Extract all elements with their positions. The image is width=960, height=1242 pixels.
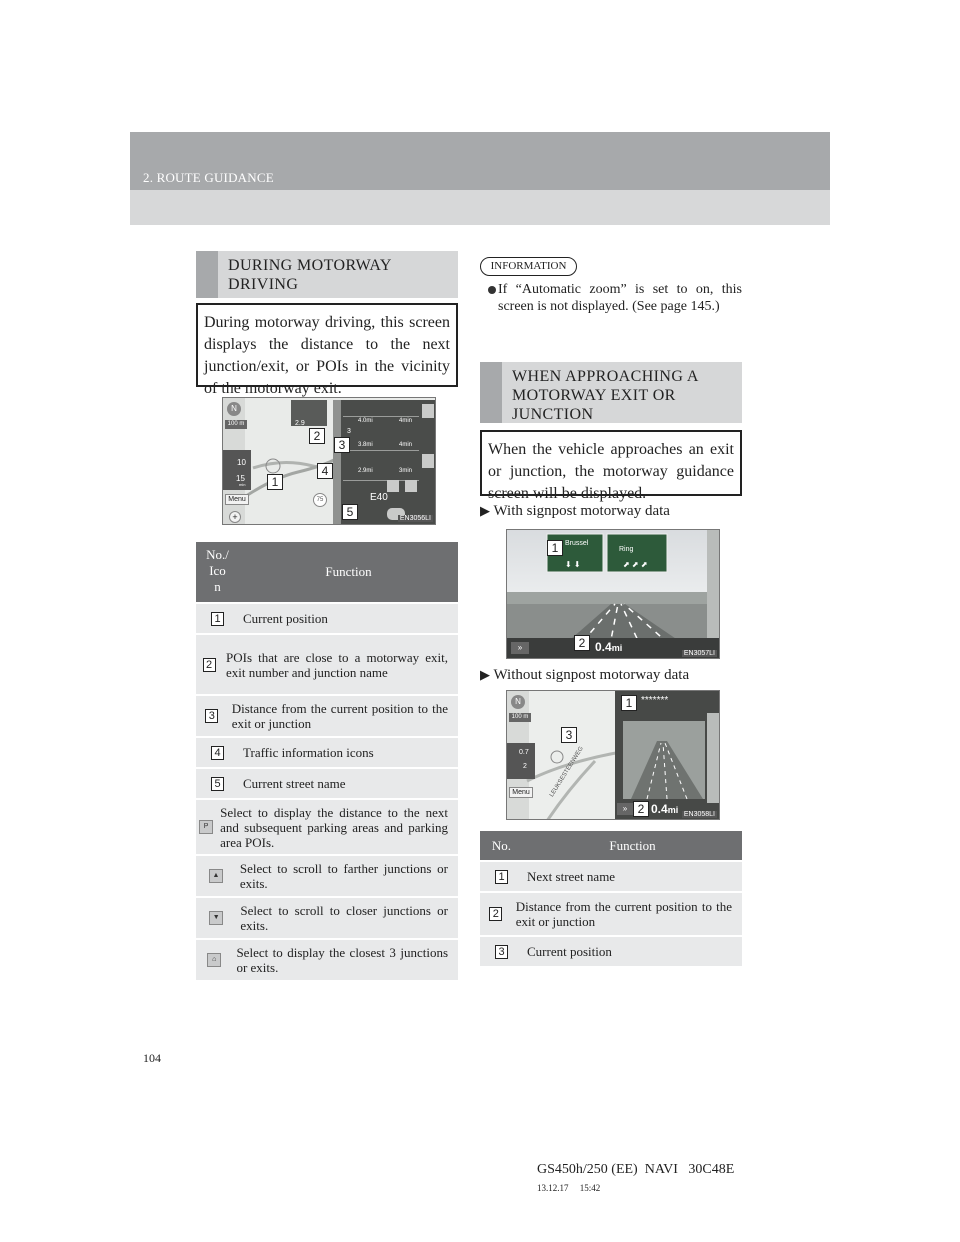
heading-during-motorway <box>196 251 458 298</box>
arrow-down-icon: ⬇ ⬇ <box>565 560 581 569</box>
callout-4: 4 <box>317 463 333 479</box>
callout-2: 2 <box>309 428 325 444</box>
scroll-down-icon: ▼ <box>209 911 223 925</box>
model-code: GS450h/250 (EE) NAVI 30C48E <box>537 1162 735 1177</box>
traffic-time-2: 15 <box>236 474 245 483</box>
row-number: 2 <box>203 658 216 672</box>
table-row <box>196 896 458 938</box>
sign-left-text: Brussel <box>565 540 589 547</box>
traffic-time-unit: min <box>239 482 246 487</box>
distance-value: 0.4 <box>595 640 612 654</box>
parking-icon: P <box>199 820 213 834</box>
without-signpost-text: Without signpost motorway data <box>493 667 690 683</box>
signpost-guidance-screen <box>506 529 720 659</box>
table-row <box>480 891 742 935</box>
list-row-3-dist: 2.9mi <box>358 468 373 474</box>
col-header-no: No./ Ico n <box>206 547 229 594</box>
callout-3: 3 <box>334 437 350 453</box>
table-header <box>480 831 742 860</box>
heading-approaching-exit <box>480 362 742 423</box>
heading-bar <box>480 362 502 423</box>
road-badge: 75 <box>313 493 327 507</box>
page-number: 104 <box>143 1051 161 1065</box>
table-row <box>196 938 458 980</box>
scale-label: 100 m <box>509 713 531 722</box>
row-text: Current position <box>243 611 328 626</box>
row-text: POIs that are close to a motorway exit, exit number and junction name <box>226 649 448 680</box>
callout-1: 1 <box>267 474 283 490</box>
motorway-driving-screen <box>222 397 436 525</box>
arrow-right-icon: ▶ <box>480 503 490 518</box>
row-text: Select to scroll to closer junctions or exits. <box>240 903 448 933</box>
menu-button[interactable]: Menu <box>509 787 533 798</box>
compass-icon[interactable]: N <box>511 695 525 709</box>
poi-number-label: 3 <box>347 428 351 435</box>
header-subband <box>130 190 830 225</box>
with-signpost-caption <box>480 503 670 520</box>
current-street-name: E40 <box>370 492 388 503</box>
section-title: 2. ROUTE GUIDANCE <box>143 170 274 185</box>
table-row <box>196 694 458 736</box>
screen-code: EN3057LI <box>683 650 715 657</box>
right-function-table <box>480 831 742 966</box>
list-row-2-time: 4min <box>399 442 413 448</box>
information-text: If “Automatic zoom” is set to on, this screen is not displayed. (See page 145.) <box>498 282 742 314</box>
distance-value: 0.4 <box>651 802 668 816</box>
row-number: 2 <box>489 907 502 921</box>
table-row <box>196 736 458 767</box>
closest-junctions-icon: ⌂ <box>207 953 221 967</box>
collapse-button[interactable]: » <box>511 642 529 654</box>
arrow-right-icon: ▶ <box>480 667 490 682</box>
scroll-up-icon: ▲ <box>209 869 223 883</box>
row-text: Select to display the distance to the next and subsequent parking areas and parking area POIs. <box>220 804 448 850</box>
information-tag: INFORMATION <box>480 257 577 276</box>
table-header <box>196 542 458 602</box>
bullet-icon <box>488 286 496 294</box>
row-text: Distance from the current position to the exit or junction <box>231 701 448 731</box>
row-text: Select to scroll to farther junctions or exits. <box>239 861 448 891</box>
traffic-time-1: 0.7 <box>519 749 529 756</box>
row-number: 4 <box>211 746 224 760</box>
row-number: 3 <box>495 945 508 959</box>
distance-unit: mi <box>667 805 679 815</box>
no-signpost-road-graphic <box>507 691 720 820</box>
without-signpost-caption <box>480 667 689 684</box>
traffic-time-panel <box>223 450 251 490</box>
table-row <box>196 798 458 854</box>
row-text: Next street name <box>527 869 616 884</box>
row-number: 3 <box>205 709 218 723</box>
table-row <box>196 854 458 896</box>
scale-label: 100 m <box>225 420 247 429</box>
table-row <box>196 602 458 633</box>
row-text: Traffic information icons <box>243 745 374 760</box>
list-row-1-time: 4min <box>399 418 413 424</box>
zoom-in-button[interactable]: + <box>229 511 241 523</box>
next-street-name: ******* <box>641 695 669 706</box>
with-signpost-text: With signpost motorway data <box>493 503 670 519</box>
distance-readout <box>651 802 678 816</box>
print-date: 13.12.17 15:42 <box>537 1183 601 1193</box>
callout-5: 5 <box>342 504 358 520</box>
row-text: Distance from the current position to the exit or junction <box>515 899 732 929</box>
street-vertical-label: LEUKSESTEENWEG <box>549 745 585 799</box>
col-header-function: Function <box>609 838 656 853</box>
no-signpost-guidance-screen <box>506 690 720 820</box>
screen-code: EN3058LI <box>683 811 715 818</box>
col-header-function: Function <box>325 564 372 579</box>
callout-2: 2 <box>574 635 590 651</box>
callout-2: 2 <box>633 801 649 817</box>
traffic-time-panel <box>507 743 535 779</box>
callout-3: 3 <box>561 727 577 743</box>
callout-1: 1 <box>547 540 563 556</box>
row-number: 1 <box>495 870 508 884</box>
sign-right-text: Ring <box>619 546 634 553</box>
table-row <box>196 633 458 694</box>
table-row <box>480 860 742 891</box>
screen-code: EN3056LI <box>399 515 431 522</box>
row-text: Current position <box>527 944 612 959</box>
heading-text: WHEN APPROACHING A MOTORWAY EXIT OR JUNCTION <box>512 368 699 423</box>
arrow-diagonal-icon: ⬈ ⬈ ⬈ <box>623 560 648 569</box>
col-header-no: No. <box>491 838 512 853</box>
collapse-button[interactable]: » <box>617 803 633 815</box>
compass-icon[interactable]: N <box>227 402 241 416</box>
list-row-3-time: 3min <box>399 468 413 474</box>
direction-label: 2.9 <box>295 420 305 427</box>
table-row <box>196 767 458 798</box>
intro-paragraph-right: When the vehicle approaches an exit or junction, the motorway guidance screen will be displayed. <box>480 430 742 496</box>
heading-text: DURING MOTORWAY DRIVING <box>228 257 392 293</box>
row-number: 1 <box>211 612 224 626</box>
menu-button[interactable]: Menu <box>225 494 249 505</box>
left-function-table <box>196 542 458 980</box>
row-text: Select to display the closest 3 junctions or exits. <box>236 945 448 975</box>
list-row-2-dist: 3.8mi <box>358 442 373 448</box>
distance-unit: mi <box>611 643 623 653</box>
distance-readout <box>595 640 622 654</box>
traffic-time-2: 2 <box>523 763 527 770</box>
traffic-time-1: 10 <box>237 458 246 467</box>
heading-bar <box>196 251 218 298</box>
row-text: Current street name <box>243 776 346 791</box>
row-number: 5 <box>211 777 224 791</box>
intro-paragraph-left: During motorway driving, this screen displays the distance to the next junction/exit, or POIs in the vicinity of the motorway exit. <box>196 303 458 387</box>
list-row-1-dist: 4.0mi <box>358 418 373 424</box>
table-row <box>480 935 742 966</box>
callout-1: 1 <box>621 695 637 711</box>
